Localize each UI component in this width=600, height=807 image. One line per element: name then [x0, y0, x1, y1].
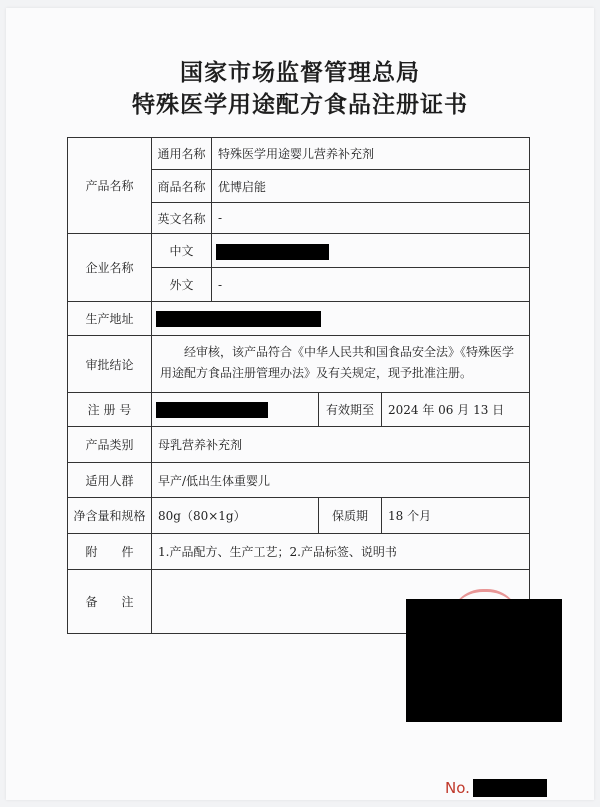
attachment-value: 1.产品配方、生产工艺；2.产品标签、说明书: [151, 533, 530, 570]
net-content-label: 净含量和规格: [67, 497, 152, 534]
product-name-label: 产品名称: [67, 137, 152, 234]
shelf-life-label: 保质期: [318, 497, 382, 534]
redacted-block: [216, 244, 329, 260]
company-chinese-label: 中文: [151, 233, 212, 268]
english-name-value: -: [211, 202, 530, 234]
remarks-label: 备 注: [67, 569, 152, 634]
redacted-block: [156, 402, 268, 418]
issuer-title: 国家市场监督管理总局: [180, 59, 420, 86]
certificate-title: 特殊医学用途配方食品注册证书: [132, 91, 468, 118]
attachment-label: 附 件: [67, 533, 152, 570]
brand-name-value: 优博启能: [211, 169, 530, 203]
company-foreign-value: -: [211, 267, 530, 302]
valid-until-label: 有效期至: [318, 392, 382, 427]
serial-number-label: No.: [445, 779, 470, 797]
net-content-value: 80g（80×1g）: [151, 497, 319, 534]
registration-label: 注 册 号: [67, 392, 152, 427]
address-value: [151, 301, 530, 336]
address-label: 生产地址: [67, 301, 152, 336]
common-name-value: 特殊医学用途婴儿营养补充剂: [211, 137, 530, 170]
redacted-block: [156, 311, 321, 327]
shelf-life-value: 18 个月: [381, 497, 530, 534]
registration-value: [151, 392, 319, 427]
company-name-label: 企业名称: [67, 233, 152, 302]
common-name-label: 通用名称: [151, 137, 212, 170]
brand-name-label: 商品名称: [151, 169, 212, 203]
company-foreign-label: 外文: [151, 267, 212, 302]
company-chinese-value: [211, 233, 530, 268]
category-label: 产品类别: [67, 426, 152, 463]
population-value: 早产/低出生体重婴儿: [151, 462, 530, 498]
approval-label: 审批结论: [67, 335, 152, 393]
redacted-seal-block: [406, 599, 562, 722]
english-name-label: 英文名称: [151, 202, 212, 234]
valid-until-value: 2024 年 06 月 13 日: [381, 392, 530, 427]
approval-text: 经审核，该产品符合《中华人民共和国食品安全法》《特殊医学用途配方食品注册管理办法》及有关规定，现予批准注册。: [151, 335, 530, 393]
population-label: 适用人群: [67, 462, 152, 498]
category-value: 母乳营养补充剂: [151, 426, 530, 463]
redacted-serial-number: [473, 779, 547, 797]
